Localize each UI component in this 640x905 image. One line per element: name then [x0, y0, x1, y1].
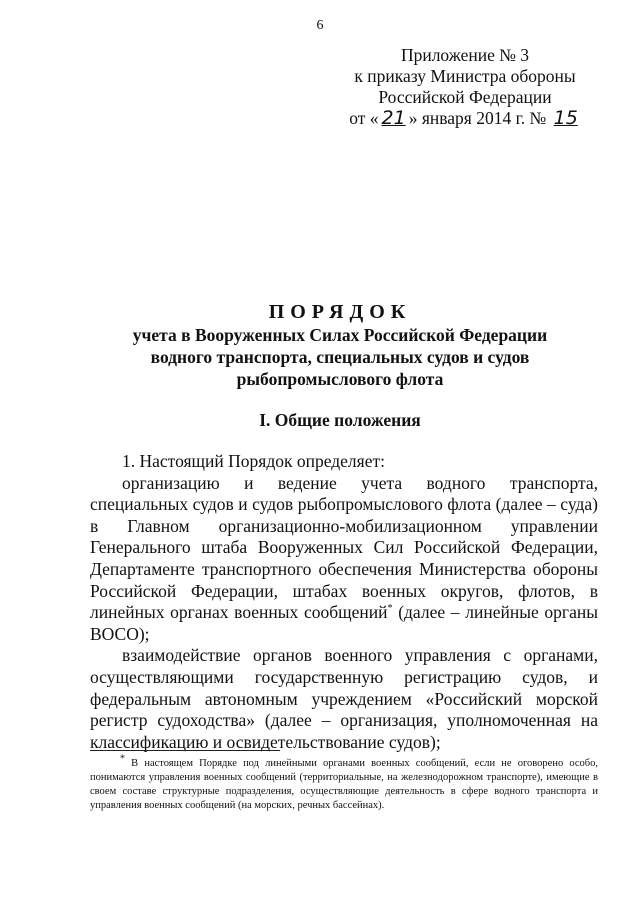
date-prefix: от «: [349, 108, 379, 128]
title-main: ПОРЯДОК: [268, 301, 412, 323]
footnote-divider: [90, 750, 280, 751]
appendix-line-3: Российской Федерации: [378, 87, 552, 107]
title-line-1: учета в Вооруженных Силах Российской Федерации: [132, 325, 548, 345]
paragraph-3: взаимодействие органов военного управления с органами, осуществляющими государственную регистрацию судов, и федеральным автономным учреждением «Российский морской регистр судоходства» (далее – организация, уполномоченная на классификацию и освидетельствование судов);: [90, 645, 598, 752]
handwritten-day: 21: [381, 107, 406, 129]
paragraph-2-text: организацию и ведение учета водного транспорта, специальных судов и судов рыбопромыслового флота (далее – суда) в Главном организационно-мобилизационном управлении Генерального штаба Вооруженных Сил Российской Федерации, Департаменте транспортного обеспечения Министерства обороны Российской Федерации, штабах военных округов, флотов, в линейных органах военных сообщений: [90, 472, 598, 623]
title-line-2: водного транспорта, специальных судов и судов: [150, 347, 530, 367]
footnote-reference: *: [387, 603, 393, 615]
paragraph-2-tail: (далее – линейные органы ВОСО);: [90, 602, 598, 644]
document-title: [90, 300, 590, 390]
footnote-mark: *: [120, 753, 125, 765]
date-middle: » января 2014 г. №: [408, 108, 551, 128]
appendix-line-2: к приказу Министра обороны: [354, 66, 576, 86]
paragraph-2: [90, 473, 598, 646]
appendix-line-1: Приложение № 3: [400, 45, 530, 65]
footnote-text: В настоящем Порядке под линейными органами военных сообщений, если не оговорено особо, понимаются управления военных сообщений (территориальные, на железнодорожном транспорте), имеющие в своем составе структурные подразделения, осуществляющие деятельность в сфере водного транспорта и управления военных сообщений (на морских, речных бассейнах).: [90, 758, 598, 811]
page-number: 6: [316, 18, 324, 33]
footnote: [90, 753, 598, 813]
section-heading: I. Общие положения: [259, 410, 421, 430]
appendix-header: [335, 45, 595, 129]
appendix-date-line: [335, 108, 595, 129]
handwritten-order-number: 15: [553, 107, 578, 129]
body-text: [90, 451, 598, 753]
title-line-3: рыбопромыслового флота: [236, 369, 444, 389]
paragraph-1: 1. Настоящий Порядок определяет:: [122, 451, 385, 471]
